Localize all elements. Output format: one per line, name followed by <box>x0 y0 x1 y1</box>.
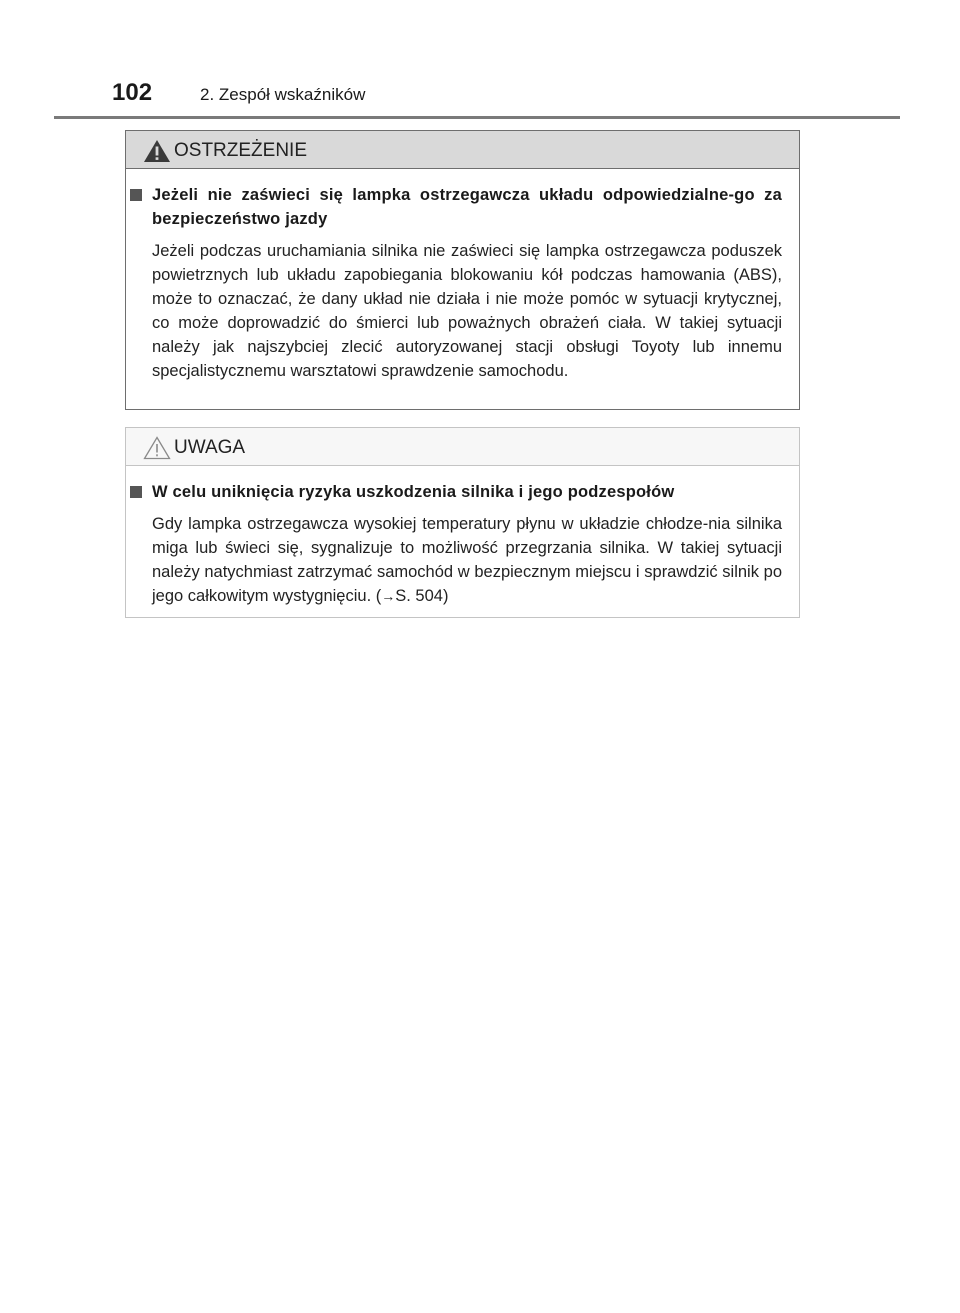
section-title: 2. Zespół wskaźników <box>200 85 366 104</box>
warning-item-heading-text: Jeżeli nie zaświeci się lampka ostrzegawcza układu odpowiedzialne-go za bezpieczeństwo jazdy <box>152 186 782 228</box>
arrow-right-icon: → <box>381 588 396 604</box>
warning-box-body <box>126 169 799 383</box>
square-bullet-icon <box>130 486 142 498</box>
warning-item-heading <box>152 183 782 231</box>
square-bullet-icon <box>130 189 142 201</box>
caution-box <box>125 427 800 618</box>
caution-box-label: UWAGA <box>174 437 246 458</box>
warning-box-header <box>126 131 799 169</box>
caution-box-header <box>126 428 799 466</box>
caution-item-text <box>152 512 782 608</box>
caution-item-text-main: Gdy lampka ostrzegawcza wysokiej temperatury płynu w układzie chłodze-nia silnika miga lub świeci się, sygnalizuje to możliwość przegrzania silnika. W takiej sytuacji należy natychmiast zatrzymać samochód w bezpiecznym miejscu i sprawdzić silnik po jego całkowitym wystygnięciu. ( <box>152 515 782 605</box>
caution-item-heading <box>152 480 782 504</box>
warning-triangle-outline-icon <box>143 436 171 460</box>
warning-box-label: OSTRZEŻENIE <box>174 140 308 161</box>
page-reference-link[interactable]: S. 504) <box>395 587 449 605</box>
warning-item-text: Jeżeli podczas uruchamiania silnika nie zaświeci się lampka ostrzegawcza poduszek powietrznych lub układu zapobiegania blokowaniu kół podczas hamowania (ABS), może to oznaczać, że dany układ nie działa i nie może pomóc w sytuacji krytycznej, co może doprowadzić do śmierci lub poważnych obrażeń ciała. W takiej sytuacji należy jak najszybciej zlecić autoryzowanej stacji obsługi Toyoty lub innemu specjalistycznemu warsztatowi sprawdzenie samochodu. <box>152 242 782 380</box>
page-number: 102 <box>112 79 153 106</box>
warning-box <box>125 130 800 410</box>
caution-box-body <box>126 466 799 608</box>
warning-triangle-filled-icon <box>143 139 171 163</box>
page-header <box>54 78 900 119</box>
caution-item-heading-text: W celu uniknięcia ryzyka uszkodzenia silnika i jego podzespołów <box>152 483 675 501</box>
